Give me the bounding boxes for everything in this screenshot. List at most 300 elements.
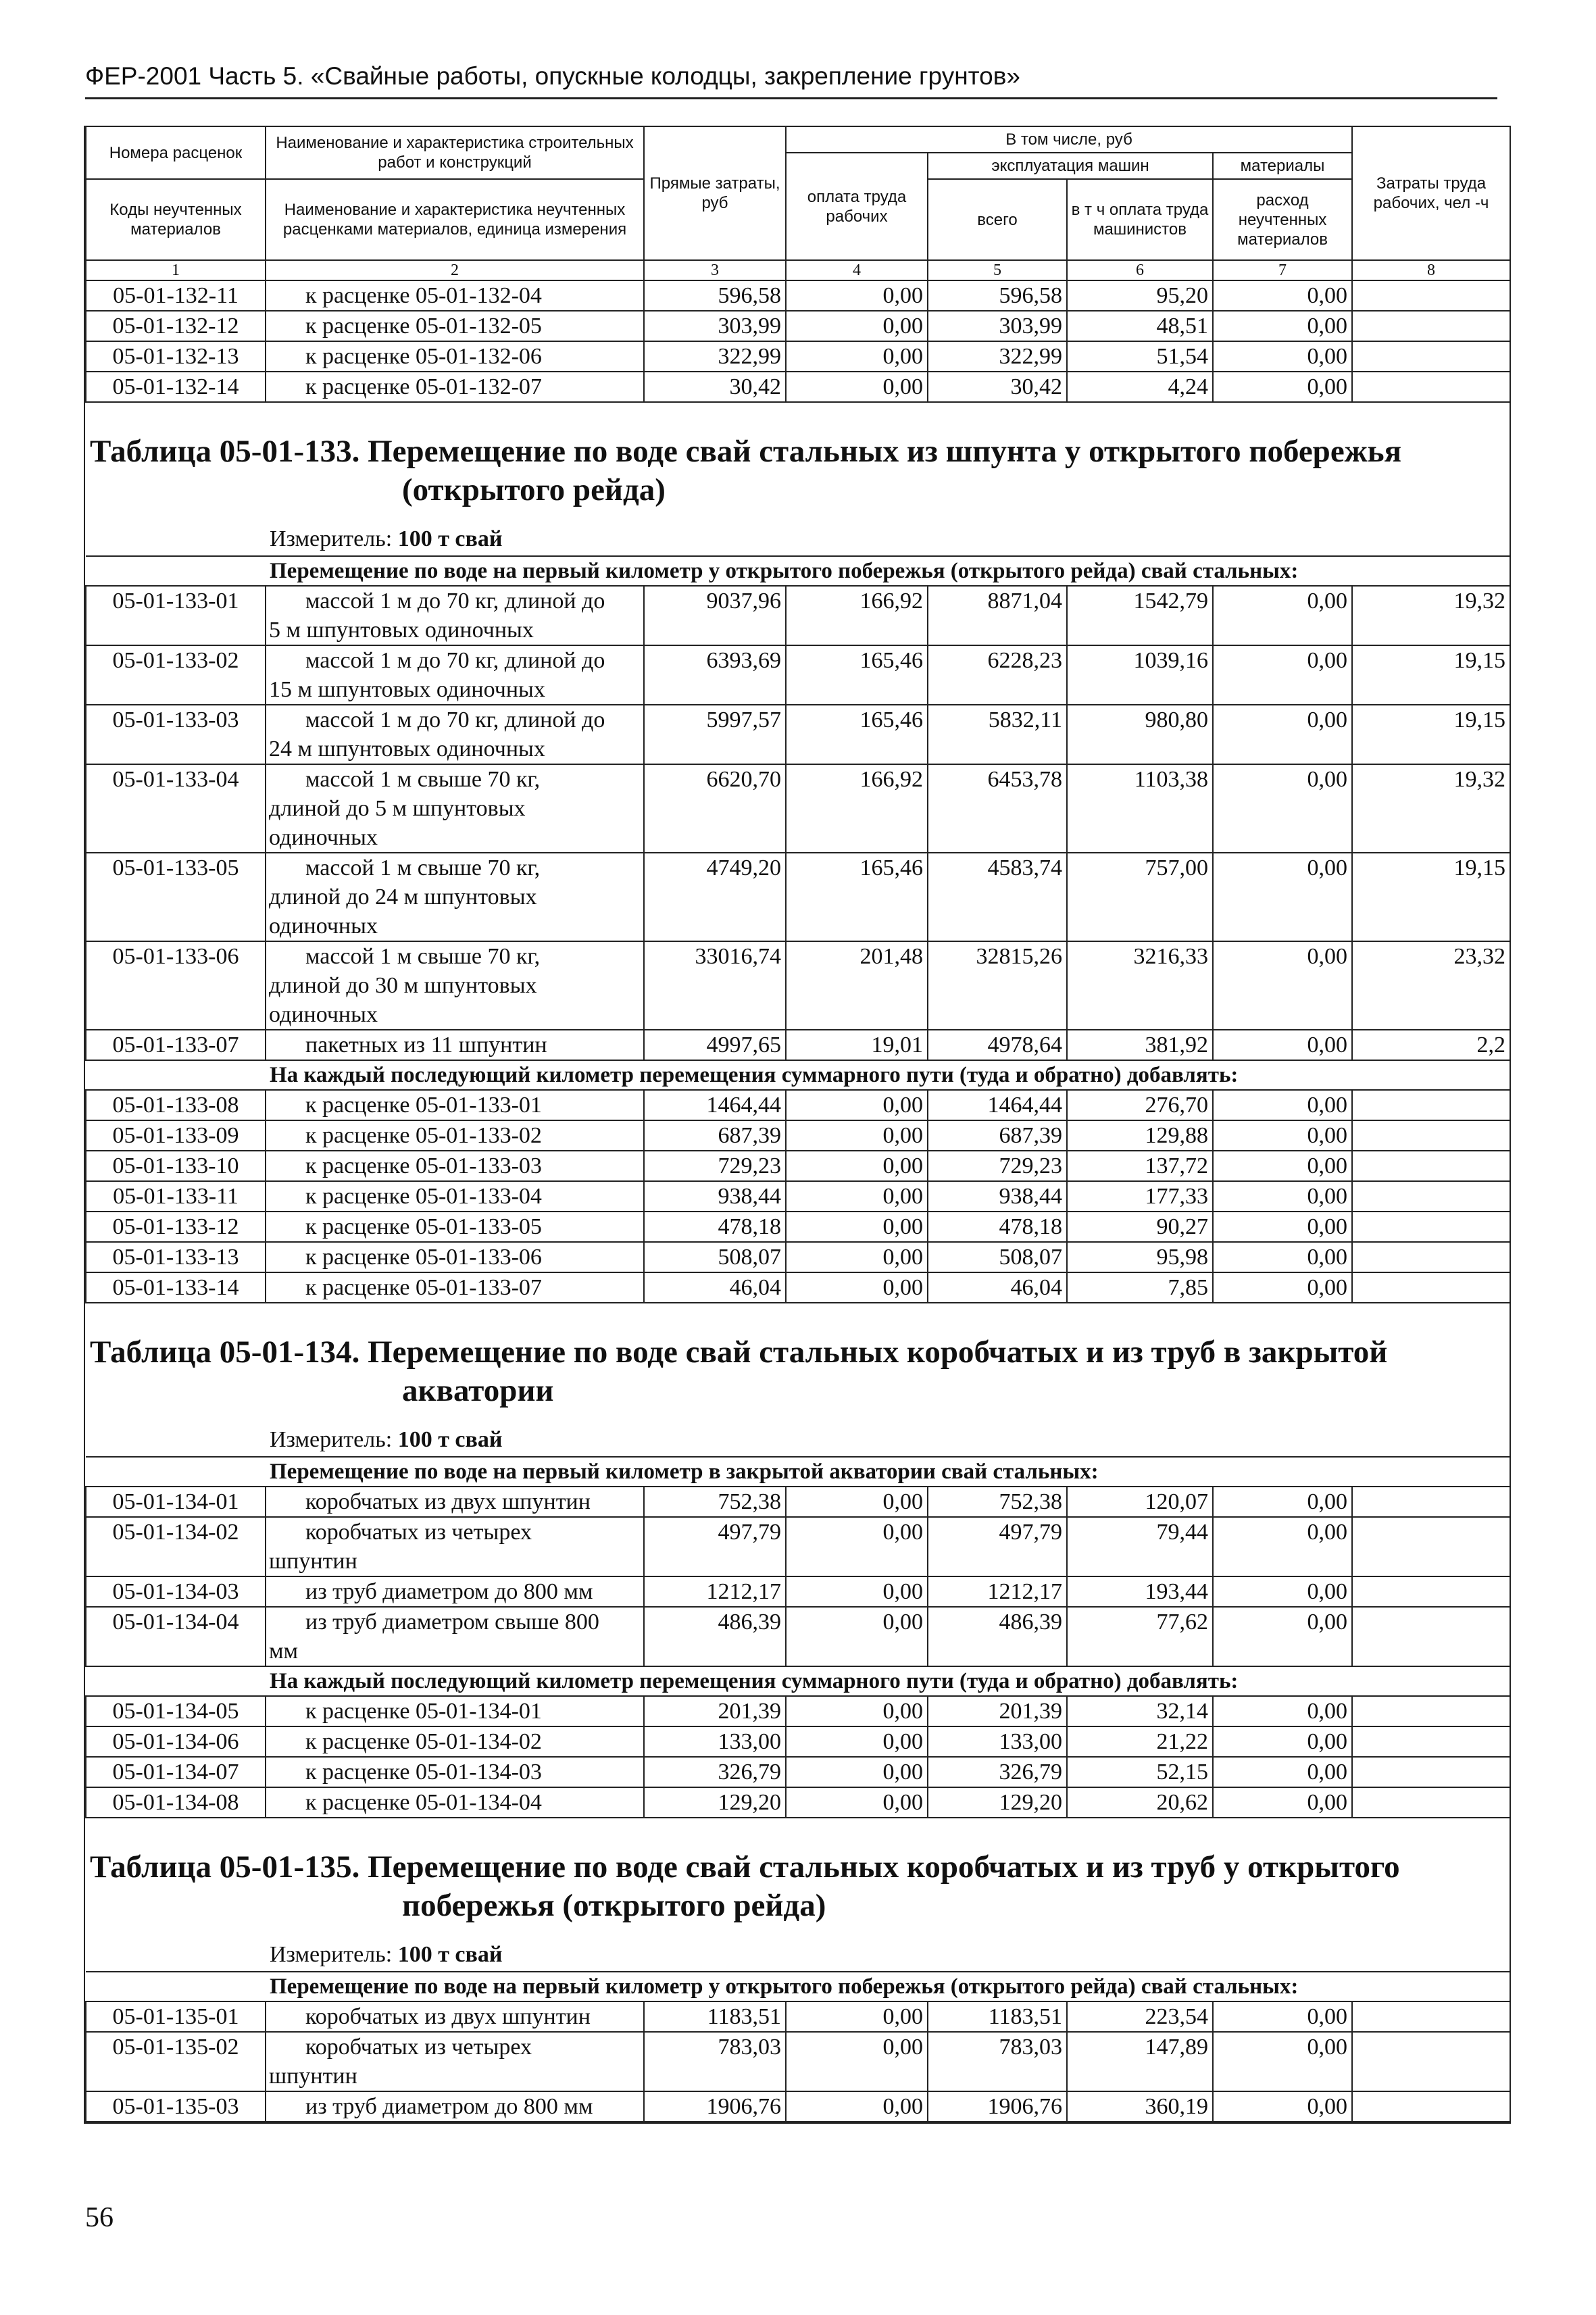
description-line: к расценке 05-01-132-06 [305, 344, 542, 369]
machines-cost: 32815,26 [928, 941, 1067, 1030]
machinist-pay: 147,89 [1067, 2032, 1213, 2091]
table-title-line: Таблица 05-01-134. Перемещение по воде свай стальных коробчатых и из труб в закрытой [90, 1335, 1388, 1370]
rate-code: 05-01-132-14 [86, 372, 266, 402]
direct-cost: 478,18 [644, 1212, 786, 1242]
machinist-pay: 177,33 [1067, 1181, 1213, 1212]
table-title-line: акватории [402, 1373, 554, 1408]
direct-cost: 30,42 [644, 372, 786, 402]
rate-code: 05-01-133-04 [86, 764, 266, 853]
rate-code: 05-01-134-01 [86, 1487, 266, 1517]
rate-code: 05-01-133-09 [86, 1120, 266, 1151]
rate-description [266, 1272, 644, 1303]
direct-cost: 129,20 [644, 1787, 786, 1818]
materials-cost: 0,00 [1213, 941, 1352, 1030]
rate-code: 05-01-134-08 [86, 1787, 266, 1818]
rate-description [266, 1090, 644, 1120]
materials-cost: 0,00 [1213, 1151, 1352, 1181]
materials-cost: 0,00 [1213, 2001, 1352, 2032]
rate-code: 05-01-134-05 [86, 1696, 266, 1726]
labor-hours [1352, 311, 1510, 341]
labor-pay: 0,00 [786, 1726, 928, 1757]
column-number: 6 [1067, 260, 1213, 280]
rate-description [266, 1181, 644, 1212]
table-title-line: побережья (открытого рейда) [402, 1888, 826, 1923]
table-row [86, 1576, 1510, 1607]
direct-cost: 6393,69 [644, 645, 786, 705]
table-row [86, 1787, 1510, 1818]
labor-hours: 19,15 [1352, 853, 1510, 941]
machines-cost: 46,04 [928, 1272, 1067, 1303]
col-code-bottom: Коды неучтенных материалов [86, 179, 266, 260]
description-line: к расценке 05-01-133-01 [305, 1093, 542, 1118]
col-labor-cost-header: Затраты труда рабочих, чел -ч [1352, 126, 1510, 260]
rate-description [266, 1030, 644, 1060]
machines-cost: 1212,17 [928, 1576, 1067, 1607]
measure-value: 100 т свай [397, 526, 503, 551]
labor-hours [1352, 1151, 1510, 1181]
measure-value: 100 т свай [397, 1942, 503, 1967]
rate-code: 05-01-133-13 [86, 1242, 266, 1272]
description-line: к расценке 05-01-134-03 [305, 1760, 542, 1785]
col-name-bottom: Наименование и характеристика неучтенных расценками материалов, единица измерения [266, 179, 644, 260]
machinist-pay: 120,07 [1067, 1487, 1213, 1517]
direct-cost: 133,00 [644, 1726, 786, 1757]
direct-cost: 326,79 [644, 1757, 786, 1787]
machines-cost: 478,18 [928, 1212, 1067, 1242]
description-line: длиной до 30 м шпунтовых [269, 973, 537, 998]
direct-cost: 1906,76 [644, 2091, 786, 2122]
materials-cost: 0,00 [1213, 1726, 1352, 1757]
table-row [86, 853, 1510, 941]
description-line: массой 1 м свыше 70 кг, [305, 767, 541, 792]
rate-code: 05-01-133-12 [86, 1212, 266, 1242]
machines-cost: 1906,76 [928, 2091, 1067, 2122]
rate-description [266, 372, 644, 402]
labor-hours [1352, 1607, 1510, 1666]
table-title [86, 1818, 1510, 1935]
labor-hours [1352, 280, 1510, 311]
rate-description [266, 1120, 644, 1151]
labor-hours: 2,2 [1352, 1030, 1510, 1060]
rate-code: 05-01-133-11 [86, 1181, 266, 1212]
description-line: из труб диаметром до 800 мм [305, 2094, 593, 2119]
labor-hours [1352, 2001, 1510, 2032]
direct-cost: 729,23 [644, 1151, 786, 1181]
table-row [86, 1030, 1510, 1060]
table-row [86, 2001, 1510, 2032]
description-line: шпунтин [269, 1549, 357, 1574]
machines-cost: 508,07 [928, 1242, 1067, 1272]
direct-cost: 4997,65 [644, 1030, 786, 1060]
measure-row [86, 1420, 1510, 1457]
rate-code: 05-01-133-14 [86, 1272, 266, 1303]
machines-cost: 729,23 [928, 1151, 1067, 1181]
rate-description [266, 1607, 644, 1666]
materials-cost: 0,00 [1213, 1487, 1352, 1517]
measure-text [266, 1420, 1510, 1457]
column-number: 4 [786, 260, 928, 280]
measure-text [266, 519, 1510, 556]
rate-description [266, 341, 644, 372]
labor-hours: 19,15 [1352, 705, 1510, 764]
machines-cost: 497,79 [928, 1517, 1067, 1576]
page-number: 56 [85, 2202, 114, 2233]
description-line: массой 1 м до 70 кг, длиной до [305, 589, 605, 614]
labor-hours [1352, 1090, 1510, 1120]
labor-pay: 0,00 [786, 1120, 928, 1151]
table-row [86, 941, 1510, 1030]
section-caption [86, 556, 1510, 586]
labor-pay: 0,00 [786, 1242, 928, 1272]
col-name-header [266, 126, 644, 179]
materials-cost: 0,00 [1213, 1696, 1352, 1726]
rate-description [266, 1696, 644, 1726]
machines-cost: 30,42 [928, 372, 1067, 402]
section-caption [86, 1666, 1510, 1696]
labor-hours [1352, 1726, 1510, 1757]
materials-cost: 0,00 [1213, 1242, 1352, 1272]
materials-cost: 0,00 [1213, 311, 1352, 341]
machines-cost: 8871,04 [928, 586, 1067, 645]
materials-cost: 0,00 [1213, 1181, 1352, 1212]
labor-pay: 0,00 [786, 1787, 928, 1818]
table-row [86, 2032, 1510, 2091]
section-caption [86, 1060, 1510, 1090]
col-direct-header: Прямые затраты, руб [644, 126, 786, 260]
machinist-pay: 48,51 [1067, 311, 1213, 341]
rate-description [266, 1487, 644, 1517]
labor-hours [1352, 1212, 1510, 1242]
labor-pay: 0,00 [786, 1181, 928, 1212]
section-spacer [86, 556, 266, 586]
table-row [86, 1151, 1510, 1181]
rate-description [266, 1212, 644, 1242]
machinist-pay: 95,98 [1067, 1242, 1213, 1272]
rate-description [266, 2032, 644, 2091]
machinist-pay: 20,62 [1067, 1787, 1213, 1818]
direct-cost: 9037,96 [644, 586, 786, 645]
rate-description [266, 2001, 644, 2032]
labor-hours: 19,15 [1352, 645, 1510, 705]
machinist-pay: 77,62 [1067, 1607, 1213, 1666]
rate-description [266, 1242, 644, 1272]
labor-hours: 23,32 [1352, 941, 1510, 1030]
direct-cost: 752,38 [644, 1487, 786, 1517]
description-line: массой 1 м свыше 70 кг, [305, 944, 541, 969]
labor-hours [1352, 2032, 1510, 2091]
materials-cost: 0,00 [1213, 586, 1352, 645]
machinist-pay: 32,14 [1067, 1696, 1213, 1726]
direct-cost: 497,79 [644, 1517, 786, 1576]
table-title-cell [86, 402, 1510, 519]
labor-pay: 166,92 [786, 764, 928, 853]
machines-cost: 1464,44 [928, 1090, 1067, 1120]
machines-cost: 938,44 [928, 1181, 1067, 1212]
table-row [86, 1696, 1510, 1726]
header-row-1 [86, 126, 1510, 153]
machinist-pay: 381,92 [1067, 1030, 1213, 1060]
machines-cost: 4978,64 [928, 1030, 1067, 1060]
direct-cost: 783,03 [644, 2032, 786, 2091]
direct-cost: 1212,17 [644, 1576, 786, 1607]
labor-pay: 0,00 [786, 2001, 928, 2032]
description-line: пакетных из 11 шпунтин [305, 1032, 547, 1057]
machines-cost: 486,39 [928, 1607, 1067, 1666]
rate-code: 05-01-135-02 [86, 2032, 266, 2091]
labor-pay: 0,00 [786, 1607, 928, 1666]
col-machines-header: эксплуатация машин [928, 153, 1213, 179]
measure-label: Измеритель: [270, 1942, 393, 1967]
rate-code: 05-01-134-04 [86, 1607, 266, 1666]
section-spacer [86, 1972, 266, 2001]
section-spacer [86, 1060, 266, 1090]
materials-cost: 0,00 [1213, 1212, 1352, 1242]
machines-cost: 326,79 [928, 1757, 1067, 1787]
labor-pay: 201,48 [786, 941, 928, 1030]
description-line: коробчатых из четырех [305, 1520, 532, 1545]
description-line: к расценке 05-01-132-04 [305, 283, 542, 308]
machinist-pay: 1542,79 [1067, 586, 1213, 645]
labor-pay: 0,00 [786, 1757, 928, 1787]
labor-hours [1352, 1517, 1510, 1576]
labor-hours [1352, 341, 1510, 372]
measure-row [86, 1935, 1510, 1972]
materials-cost: 0,00 [1213, 2032, 1352, 2091]
table-title-cell [86, 1303, 1510, 1420]
rate-description [266, 1787, 644, 1818]
table-title [86, 402, 1510, 519]
materials-cost: 0,00 [1213, 705, 1352, 764]
rate-description [266, 1151, 644, 1181]
labor-hours [1352, 1272, 1510, 1303]
description-line: к расценке 05-01-133-04 [305, 1184, 542, 1209]
machinist-pay: 4,24 [1067, 372, 1213, 402]
materials-cost: 0,00 [1213, 853, 1352, 941]
machines-cost: 129,20 [928, 1787, 1067, 1818]
rate-description [266, 853, 644, 941]
machinist-pay: 1103,38 [1067, 764, 1213, 853]
description-line: мм [269, 1639, 299, 1664]
labor-pay: 0,00 [786, 1212, 928, 1242]
machinist-pay: 21,22 [1067, 1726, 1213, 1757]
description-line: коробчатых из четырех [305, 2035, 532, 2060]
description-line: к расценке 05-01-133-07 [305, 1275, 542, 1300]
column-number: 2 [266, 260, 644, 280]
labor-pay: 0,00 [786, 341, 928, 372]
description-line: шпунтин [269, 2064, 357, 2089]
materials-cost: 0,00 [1213, 764, 1352, 853]
col-materials-sub-header: расход неучтенных материалов [1213, 179, 1352, 260]
machinist-pay: 7,85 [1067, 1272, 1213, 1303]
table-row [86, 2091, 1510, 2122]
table-row [86, 280, 1510, 311]
rate-description [266, 1726, 644, 1757]
rate-description [266, 280, 644, 311]
section-caption-text: Перемещение по воде на первый километр у открытого побережья (открытого рейда) свай стальных: [266, 1972, 1510, 2001]
machinist-pay: 52,15 [1067, 1757, 1213, 1787]
column-number: 8 [1352, 260, 1510, 280]
materials-cost: 0,00 [1213, 1517, 1352, 1576]
direct-cost: 938,44 [644, 1181, 786, 1212]
machinist-pay: 137,72 [1067, 1151, 1213, 1181]
labor-pay: 0,00 [786, 1517, 928, 1576]
labor-pay: 165,46 [786, 705, 928, 764]
col-code-top: Номера расценок [109, 143, 243, 162]
machinist-pay: 276,70 [1067, 1090, 1213, 1120]
description-line: к расценке 05-01-134-04 [305, 1790, 542, 1815]
labor-pay: 0,00 [786, 372, 928, 402]
machines-cost: 5832,11 [928, 705, 1067, 764]
description-line: коробчатых из двух шпунтин [305, 1489, 591, 1514]
section-caption-text: На каждый последующий километр перемещения суммарного пути (туда и обратно) добавлять: [266, 1666, 1510, 1696]
description-line: 5 м шпунтовых одиночных [269, 618, 534, 643]
section-caption-text: На каждый последующий километр перемещения суммарного пути (туда и обратно) добавлять: [266, 1060, 1510, 1090]
description-line: длиной до 24 м шпунтовых [269, 885, 537, 910]
materials-cost: 0,00 [1213, 280, 1352, 311]
labor-hours: 19,32 [1352, 586, 1510, 645]
machines-cost: 133,00 [928, 1726, 1067, 1757]
direct-cost: 5997,57 [644, 705, 786, 764]
labor-pay: 0,00 [786, 1576, 928, 1607]
labor-hours [1352, 1120, 1510, 1151]
description-line: к расценке 05-01-132-07 [305, 374, 542, 399]
measure-spacer [86, 1935, 266, 1972]
labor-pay: 0,00 [786, 1090, 928, 1120]
table-title-line: (открытого рейда) [402, 472, 666, 507]
labor-pay: 0,00 [786, 1696, 928, 1726]
rate-code: 05-01-134-02 [86, 1517, 266, 1576]
labor-pay: 0,00 [786, 2032, 928, 2091]
machines-cost: 596,58 [928, 280, 1067, 311]
description-line: длиной до 5 м шпунтовых [269, 796, 526, 821]
direct-cost: 303,99 [644, 311, 786, 341]
labor-hours [1352, 1696, 1510, 1726]
measure-label: Измеритель: [270, 1427, 393, 1452]
labor-hours: 19,32 [1352, 764, 1510, 853]
col-name-top: Наименование и характеристика строительных работ и конструкций [276, 134, 634, 172]
description-line: из труб диаметром до 800 мм [305, 1579, 593, 1604]
labor-pay: 19,01 [786, 1030, 928, 1060]
direct-cost: 322,99 [644, 341, 786, 372]
column-number: 5 [928, 260, 1067, 280]
materials-cost: 0,00 [1213, 2091, 1352, 2122]
rate-code: 05-01-133-01 [86, 586, 266, 645]
direct-cost: 201,39 [644, 1696, 786, 1726]
rate-description [266, 941, 644, 1030]
description-line: к расценке 05-01-133-03 [305, 1153, 542, 1178]
measure-spacer [86, 1420, 266, 1457]
measure-text [266, 1935, 1510, 1972]
price-sheet [84, 126, 1511, 2124]
rate-code: 05-01-133-08 [86, 1090, 266, 1120]
table-row [86, 705, 1510, 764]
materials-cost: 0,00 [1213, 1757, 1352, 1787]
rate-code: 05-01-135-03 [86, 2091, 266, 2122]
rate-description [266, 645, 644, 705]
table-row [86, 586, 1510, 645]
machinist-pay: 95,20 [1067, 280, 1213, 311]
col-machinist-pay-header: в т ч оплата труда машинистов [1067, 179, 1213, 260]
description-line: к расценке 05-01-134-01 [305, 1699, 542, 1724]
table-row [86, 311, 1510, 341]
machines-cost: 783,03 [928, 2032, 1067, 2091]
table-row [86, 1272, 1510, 1303]
section-caption-text: Перемещение по воде на первый километр у открытого побережья (открытого рейда) свай стальных: [266, 556, 1510, 586]
machinist-pay: 980,80 [1067, 705, 1213, 764]
labor-pay: 166,92 [786, 586, 928, 645]
machines-cost: 4583,74 [928, 853, 1067, 941]
materials-cost: 0,00 [1213, 645, 1352, 705]
rate-description [266, 705, 644, 764]
measure-row [86, 519, 1510, 556]
column-number: 1 [86, 260, 266, 280]
rate-code: 05-01-132-12 [86, 311, 266, 341]
section-spacer [86, 1666, 266, 1696]
direct-cost: 486,39 [644, 1607, 786, 1666]
direct-cost: 46,04 [644, 1272, 786, 1303]
machines-cost: 687,39 [928, 1120, 1067, 1151]
direct-cost: 508,07 [644, 1242, 786, 1272]
machines-cost: 201,39 [928, 1696, 1067, 1726]
description-line: 24 м шпунтовых одиночных [269, 737, 545, 762]
table-row [86, 1487, 1510, 1517]
machinist-pay: 79,44 [1067, 1517, 1213, 1576]
machines-cost: 6453,78 [928, 764, 1067, 853]
rate-code: 05-01-133-05 [86, 853, 266, 941]
description-line: к расценке 05-01-134-02 [305, 1729, 542, 1754]
description-line: к расценке 05-01-133-06 [305, 1245, 542, 1270]
measure-label: Измеритель: [270, 526, 393, 551]
table-row [86, 1120, 1510, 1151]
column-number: 3 [644, 260, 786, 280]
description-line: к расценке 05-01-133-05 [305, 1214, 542, 1239]
description-line: массой 1 м свыше 70 кг, [305, 855, 541, 880]
rate-code: 05-01-134-07 [86, 1757, 266, 1787]
measure-spacer [86, 519, 266, 556]
rate-code: 05-01-133-02 [86, 645, 266, 705]
labor-pay: 0,00 [786, 280, 928, 311]
col-including-header: В том числе, руб [786, 126, 1352, 153]
machinist-pay: 90,27 [1067, 1212, 1213, 1242]
labor-pay: 165,46 [786, 645, 928, 705]
table-title [86, 1303, 1510, 1420]
description-line: одиночных [269, 914, 378, 939]
description-line: к расценке 05-01-133-02 [305, 1123, 542, 1148]
machinist-pay: 757,00 [1067, 853, 1213, 941]
labor-hours [1352, 1787, 1510, 1818]
machines-cost: 322,99 [928, 341, 1067, 372]
labor-pay: 0,00 [786, 2091, 928, 2122]
table-row [86, 372, 1510, 402]
table-row [86, 645, 1510, 705]
rate-description [266, 1576, 644, 1607]
rate-description [266, 586, 644, 645]
description-line: из труб диаметром свыше 800 [305, 1610, 599, 1635]
labor-pay: 0,00 [786, 1272, 928, 1303]
section-caption-text: Перемещение по воде на первый километр в закрытой акватории свай стальных: [266, 1457, 1510, 1487]
col-materials-header: материалы [1213, 153, 1352, 179]
table-title-line: Таблица 05-01-133. Перемещение по воде свай стальных из шпунта у открытого побережья [90, 434, 1402, 469]
description-line: 15 м шпунтовых одиночных [269, 677, 545, 702]
direct-cost: 687,39 [644, 1120, 786, 1151]
direct-cost: 596,58 [644, 280, 786, 311]
table-row [86, 1181, 1510, 1212]
rate-code: 05-01-132-11 [86, 280, 266, 311]
rate-code: 05-01-133-10 [86, 1151, 266, 1181]
labor-hours [1352, 1576, 1510, 1607]
rate-description [266, 764, 644, 853]
table-row [86, 1726, 1510, 1757]
